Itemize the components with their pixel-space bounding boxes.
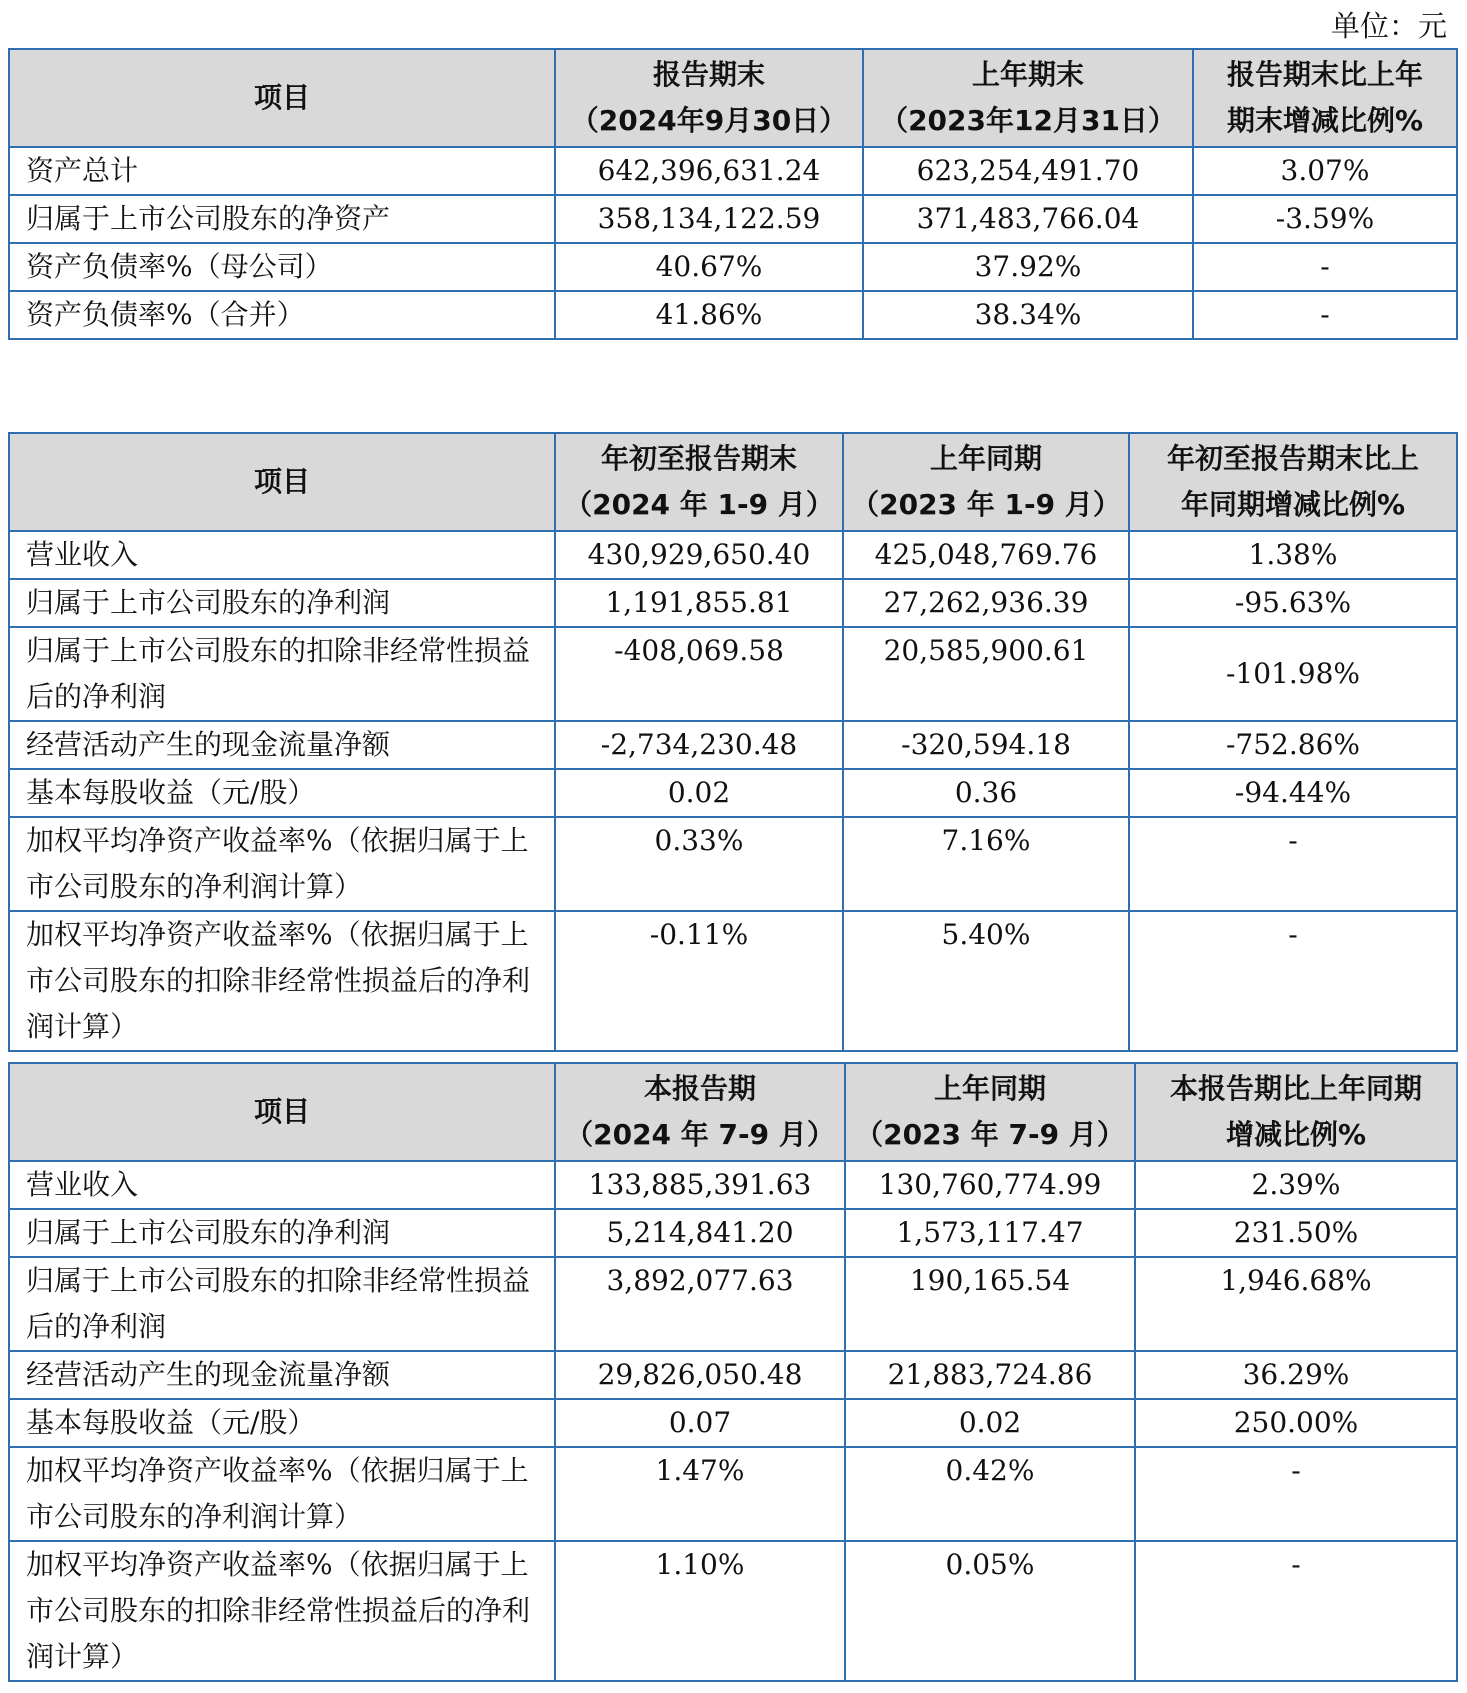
table-row	[9, 817, 1457, 911]
table-row	[9, 147, 1457, 195]
row-item: 经营活动产生的现金流量净额	[9, 721, 555, 769]
table-row	[9, 1541, 1457, 1681]
row-change: -752.86%	[1129, 721, 1457, 769]
row-current: 41.86%	[555, 291, 863, 339]
row-current: 0.07	[555, 1399, 845, 1447]
row-change: -101.98%	[1129, 627, 1457, 721]
row-prior: 1,573,117.47	[845, 1209, 1135, 1257]
header-item: 项目	[9, 433, 555, 531]
header-change: 本报告期比上年同期 增减比例%	[1135, 1063, 1457, 1161]
row-prior: 5.40%	[843, 911, 1129, 1051]
row-current: 1,191,855.81	[555, 579, 843, 627]
row-prior: 0.42%	[845, 1447, 1135, 1541]
ytd-income-table	[8, 432, 1458, 1052]
row-current: 642,396,631.24	[555, 147, 863, 195]
header-change: 年初至报告期末比上 年同期增减比例%	[1129, 433, 1457, 531]
row-prior: 21,883,724.86	[845, 1351, 1135, 1399]
table-row	[9, 531, 1457, 579]
row-item: 加权平均净资产收益率%（依据归属于上市公司股东的扣除非经常性损益后的净利润计算）	[9, 911, 555, 1051]
row-item: 加权平均净资产收益率%（依据归属于上市公司股东的净利润计算）	[9, 1447, 555, 1541]
row-item: 归属于上市公司股东的扣除非经常性损益后的净利润	[9, 1257, 555, 1351]
row-current: 29,826,050.48	[555, 1351, 845, 1399]
balance-sheet-table	[8, 48, 1458, 340]
row-current: 0.33%	[555, 817, 843, 911]
header-item: 项目	[9, 49, 555, 147]
row-item: 资产负债率%（母公司）	[9, 243, 555, 291]
row-change: 3.07%	[1193, 147, 1457, 195]
unit-label: 单位：元	[1330, 9, 1447, 43]
row-item: 加权平均净资产收益率%（依据归属于上市公司股东的净利润计算）	[9, 817, 555, 911]
table-row	[9, 1161, 1457, 1209]
row-item: 营业收入	[9, 1161, 555, 1209]
row-prior: 130,760,774.99	[845, 1161, 1135, 1209]
table-row	[9, 911, 1457, 1051]
table-row	[9, 721, 1457, 769]
row-prior: 38.34%	[863, 291, 1193, 339]
row-change: -95.63%	[1129, 579, 1457, 627]
row-change: -	[1193, 243, 1457, 291]
row-item: 资产总计	[9, 147, 555, 195]
header-change: 报告期末比上年 期末增减比例%	[1193, 49, 1457, 147]
row-change: 250.00%	[1135, 1399, 1457, 1447]
row-item: 基本每股收益（元/股）	[9, 769, 555, 817]
header-prior-period: 上年期末 （2023年12月31日）	[863, 49, 1193, 147]
table-row	[9, 769, 1457, 817]
header-item: 项目	[9, 1063, 555, 1161]
row-change: -	[1135, 1447, 1457, 1541]
row-prior: 7.16%	[843, 817, 1129, 911]
row-change: 2.39%	[1135, 1161, 1457, 1209]
table-header-row	[9, 1063, 1457, 1161]
row-item: 归属于上市公司股东的净资产	[9, 195, 555, 243]
table-row	[9, 1257, 1457, 1351]
row-current: 40.67%	[555, 243, 863, 291]
row-prior: 623,254,491.70	[863, 147, 1193, 195]
row-prior: -320,594.18	[843, 721, 1129, 769]
row-item: 资产负债率%（合并）	[9, 291, 555, 339]
row-current: 3,892,077.63	[555, 1257, 845, 1351]
header-current-period: 本报告期 （2024 年 7-9 月）	[555, 1063, 845, 1161]
row-prior: 0.05%	[845, 1541, 1135, 1681]
row-prior: 0.02	[845, 1399, 1135, 1447]
header-current-period: 报告期末 （2024年9月30日）	[555, 49, 863, 147]
row-change: -	[1193, 291, 1457, 339]
row-item: 营业收入	[9, 531, 555, 579]
table-row	[9, 1399, 1457, 1447]
row-change: -	[1135, 1541, 1457, 1681]
row-change: -	[1129, 911, 1457, 1051]
row-current: 358,134,122.59	[555, 195, 863, 243]
row-current: 133,885,391.63	[555, 1161, 845, 1209]
header-prior-period: 上年同期 （2023 年 7-9 月）	[845, 1063, 1135, 1161]
table-row	[9, 1351, 1457, 1399]
row-prior: 371,483,766.04	[863, 195, 1193, 243]
row-current: -2,734,230.48	[555, 721, 843, 769]
row-prior: 27,262,936.39	[843, 579, 1129, 627]
row-current: 430,929,650.40	[555, 531, 843, 579]
row-prior: 20,585,900.61	[843, 627, 1129, 721]
row-current: -0.11%	[555, 911, 843, 1051]
row-item: 加权平均净资产收益率%（依据归属于上市公司股东的扣除非经常性损益后的净利润计算）	[9, 1541, 555, 1681]
row-current: 1.10%	[555, 1541, 845, 1681]
row-change: 1.38%	[1129, 531, 1457, 579]
table-row	[9, 195, 1457, 243]
row-change: -94.44%	[1129, 769, 1457, 817]
table-header-row	[9, 49, 1457, 147]
row-prior: 190,165.54	[845, 1257, 1135, 1351]
table-row	[9, 291, 1457, 339]
row-change: -	[1129, 817, 1457, 911]
header-prior-period: 上年同期 （2023 年 1-9 月）	[843, 433, 1129, 531]
table-header-row	[9, 433, 1457, 531]
row-current: -408,069.58	[555, 627, 843, 721]
row-prior: 0.36	[843, 769, 1129, 817]
row-item: 归属于上市公司股东的净利润	[9, 1209, 555, 1257]
row-item: 基本每股收益（元/股）	[9, 1399, 555, 1447]
quarter-income-table	[8, 1062, 1458, 1682]
row-current: 0.02	[555, 769, 843, 817]
row-change: 36.29%	[1135, 1351, 1457, 1399]
row-change: -3.59%	[1193, 195, 1457, 243]
row-prior: 425,048,769.76	[843, 531, 1129, 579]
table-row	[9, 579, 1457, 627]
row-current: 5,214,841.20	[555, 1209, 845, 1257]
row-item: 归属于上市公司股东的扣除非经常性损益后的净利润	[9, 627, 555, 721]
table-row	[9, 243, 1457, 291]
table-row	[9, 1447, 1457, 1541]
header-current-period: 年初至报告期末 （2024 年 1-9 月）	[555, 433, 843, 531]
table-row	[9, 1209, 1457, 1257]
row-item: 归属于上市公司股东的净利润	[9, 579, 555, 627]
row-change: 231.50%	[1135, 1209, 1457, 1257]
row-change: 1,946.68%	[1135, 1257, 1457, 1351]
table-row	[9, 627, 1457, 721]
row-item: 经营活动产生的现金流量净额	[9, 1351, 555, 1399]
row-prior: 37.92%	[863, 243, 1193, 291]
row-current: 1.47%	[555, 1447, 845, 1541]
